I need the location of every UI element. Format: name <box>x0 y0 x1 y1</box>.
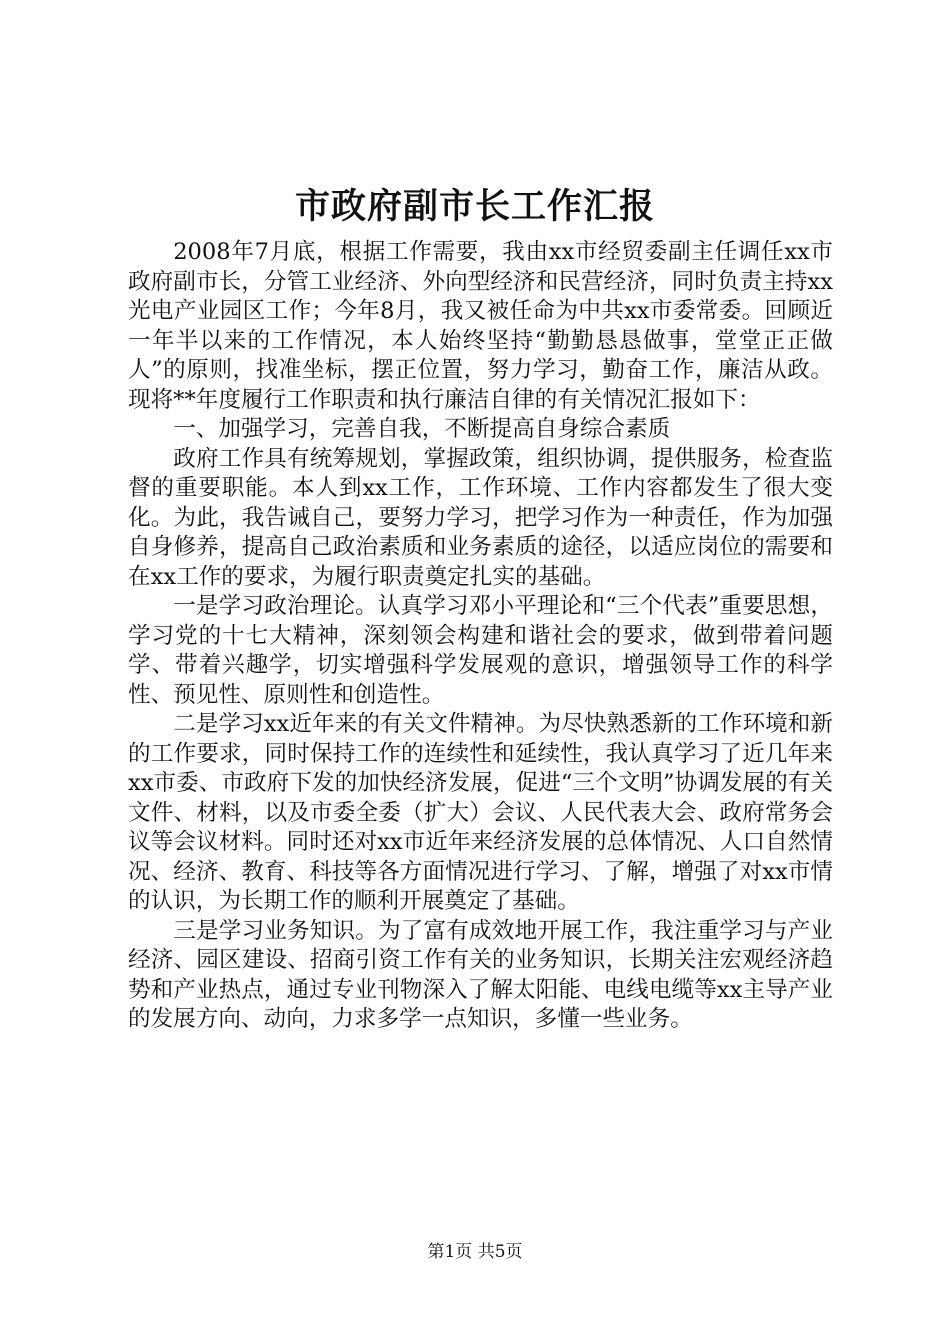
paragraph-intro: 2008年7月底，根据工作需要，我由xx市经贸委副主任调任xx市政府副市长，分管工业经济、外向型经济和民营经济，同时负责主持xx光电产业园区工作；今年8月，我又被任命为中共xx市委常委。回顾近一年半以来的工作情况，本人始终坚持“勤勤恳恳做事，堂堂正正做人”的原则，找准坐标，摆正位置，努力学习，勤奋工作，廉洁从政。现将**年度履行工作职责和执行廉洁自律的有关情况汇报如下： <box>128 239 833 413</box>
section-heading-1: 一、加强学习，完善自我，不断提高自身综合素质 <box>173 416 671 442</box>
paragraph-business-knowledge: 三是学习业务知识。为了富有成效地开展工作，我注重学习与产业经济、园区建设、招商引资工作有关的业务知识，长期关注宏观经济趋势和产业热点，通过专业刊物深入了解太阳能、电线电缆等xx主导产业的发展方向、动向，力求多学一点知识，多懂一些业务。 <box>128 917 833 1032</box>
document-body <box>128 238 833 1035</box>
document-title: 市政府副市长工作汇报 <box>294 186 655 227</box>
paragraph-political-theory: 一是学习政治理论。认真学习邓小平理论和“三个代表”重要思想，学习党的十七大精神，深刻领会构建和谐社会的要求，做到带着问题学、带着兴趣学，切实增强科学发展观的意识，增强领导工作的科学性、预见性、原则性和创造性。 <box>128 593 833 708</box>
paragraph-local-documents: 二是学习xx近年来的有关文件精神。为尽快熟悉新的工作环境和新的工作要求，同时保持工作的连续性和延续性，我认真学习了近几年来xx市委、市政府下发的加快经济发展，促进“三个文明”协调发展的有关文件、材料，以及市委全委（扩大）会议、人民代表大会、政府常务会议等会议材料。同时还对xx市近年来经济发展的总体情况、人口自然情况、经济、教育、科技等各方面情况进行学习、了解，增强了对xx市情的认识，为长期工作的顺利开展奠定了基础。 <box>128 711 833 914</box>
paragraph-government-work: 政府工作具有统筹规划，掌握政策，组织协调，提供服务，检查监督的重要职能。本人到xx工作，工作环境、工作内容都发生了很大变化。为此，我告诫自己，要努力学习，把学习作为一种责任，作为加强自身修养，提高自己政治素质和业务素质的途径，以适应岗位的需要和在xx工作的要求，为履行职责奠定扎实的基础。 <box>128 445 833 590</box>
page-number-footer: 第1页 共5页 <box>427 1242 523 1262</box>
